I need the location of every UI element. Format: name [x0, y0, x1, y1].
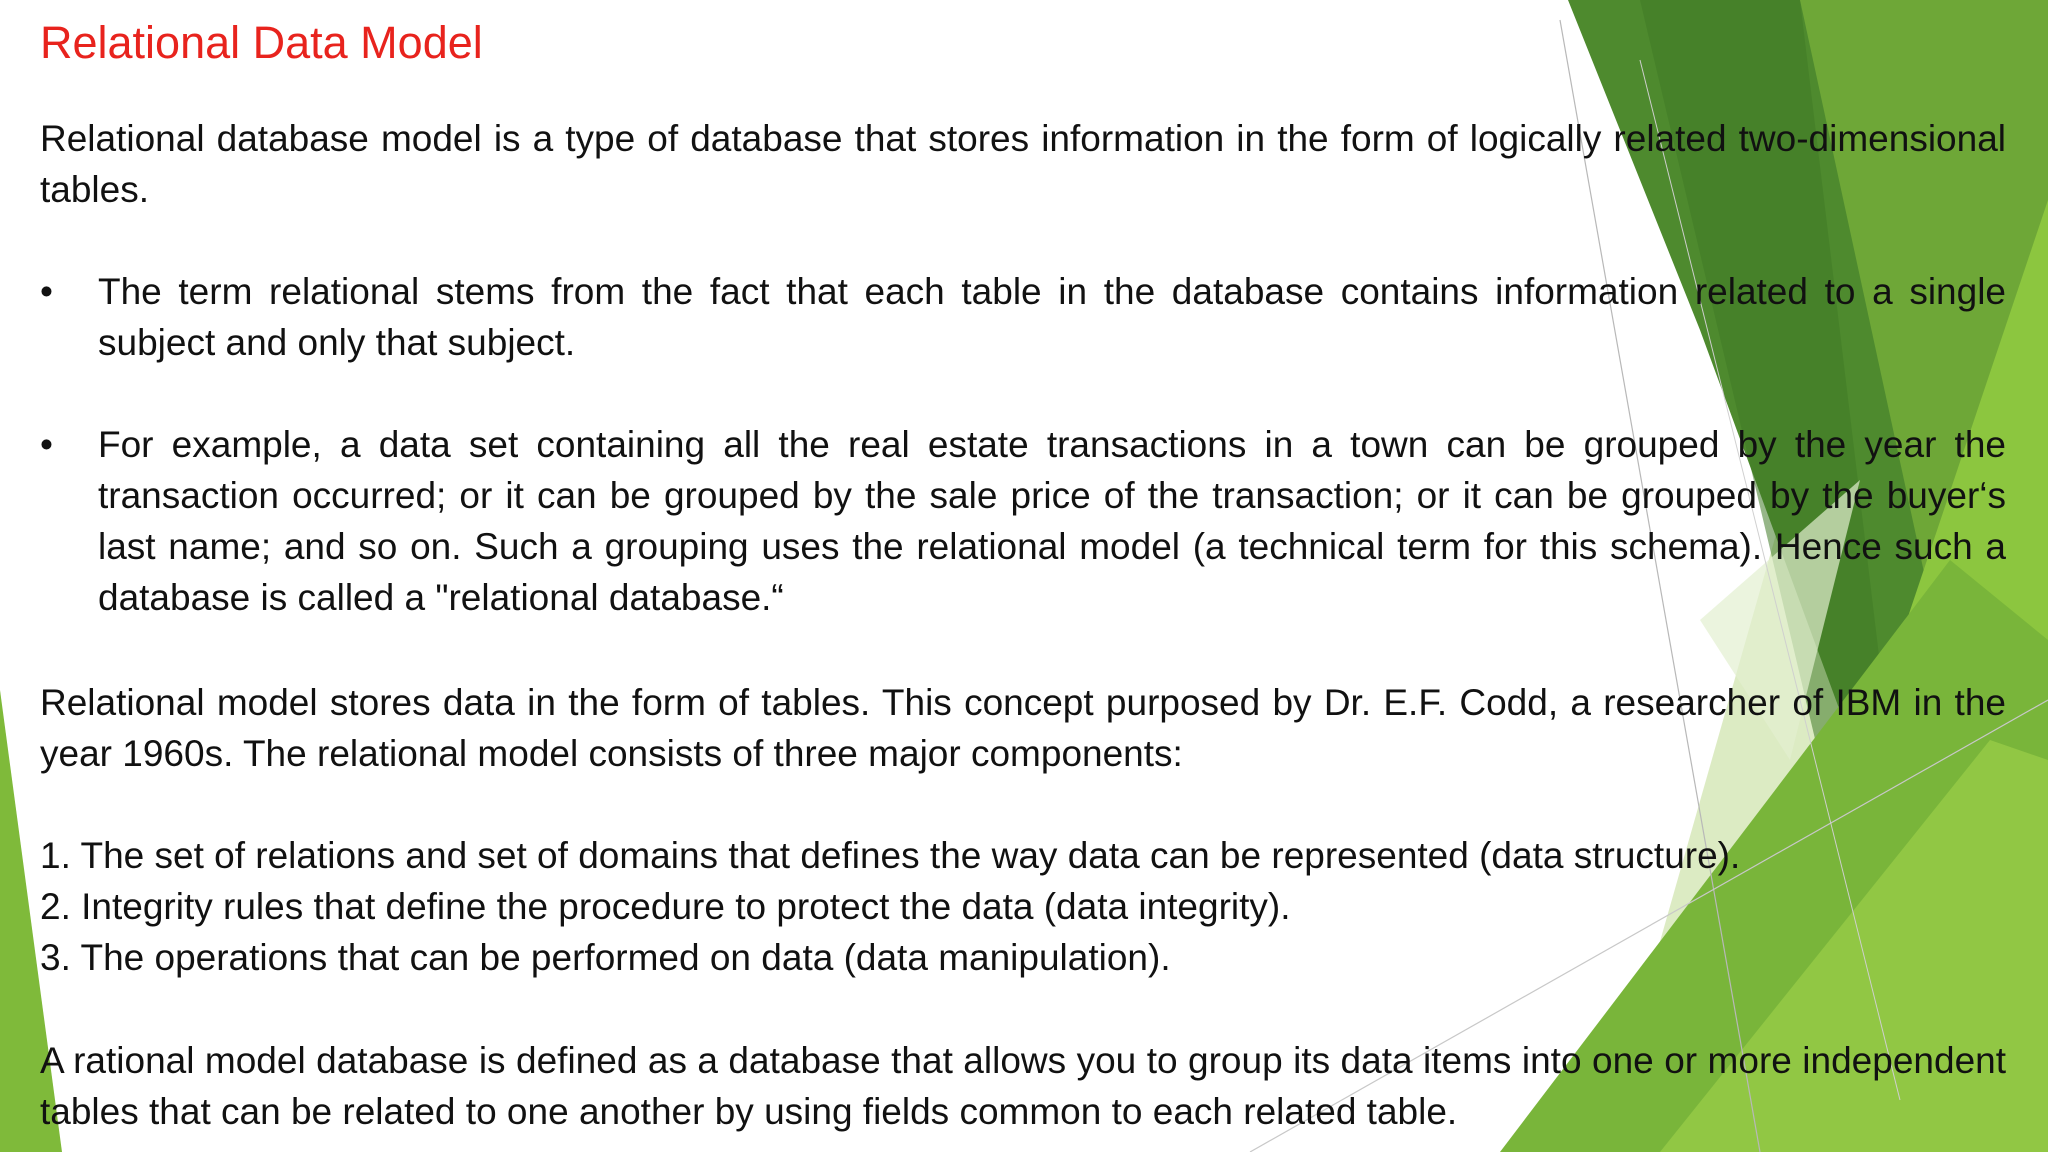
component-item-2: 2. Integrity rules that define the procedure to protect the data (data integrity). [40, 886, 1291, 927]
bullet-dot: • [40, 271, 53, 312]
intro-paragraph: Relational database model is a type of database that stores information in the form of logically related two-dimensional tables. [40, 118, 2006, 210]
closing-paragraph: A rational model database is defined as a database that allows you to group its data items into one or more independent tables that can be related to one another by using fields common to each related table. [40, 1040, 2006, 1132]
bullet-text-2: For example, a data set containing all the real estate transactions in a town can be grouped by the year the transaction occurred; or it can be grouped by the sale price of the transaction; or it can be grouped by the buyer‘s last name; and so on. Such a grouping uses the relational model (a technical term for this schema). Hence such a database is called a "relational database.“ [98, 424, 2006, 618]
bullet-dot: • [40, 424, 53, 465]
bullet-text-1: The term relational stems from the fact that each table in the database contains information related to a single subject and only that subject. [98, 271, 2006, 363]
slide-title: Relational Data Model [40, 17, 483, 68]
component-item-3: 3. The operations that can be performed on data (data manipulation). [40, 937, 1171, 978]
component-item-1: 1. The set of relations and set of domains that defines the way data can be represented (data structure). [40, 835, 1741, 876]
codd-paragraph: Relational model stores data in the form of tables. This concept purposed by Dr. E.F. Codd, a researcher of IBM in the year 1960s. The relational model consists of three major components: [40, 682, 2006, 774]
slide-content [40, 0, 2006, 1152]
